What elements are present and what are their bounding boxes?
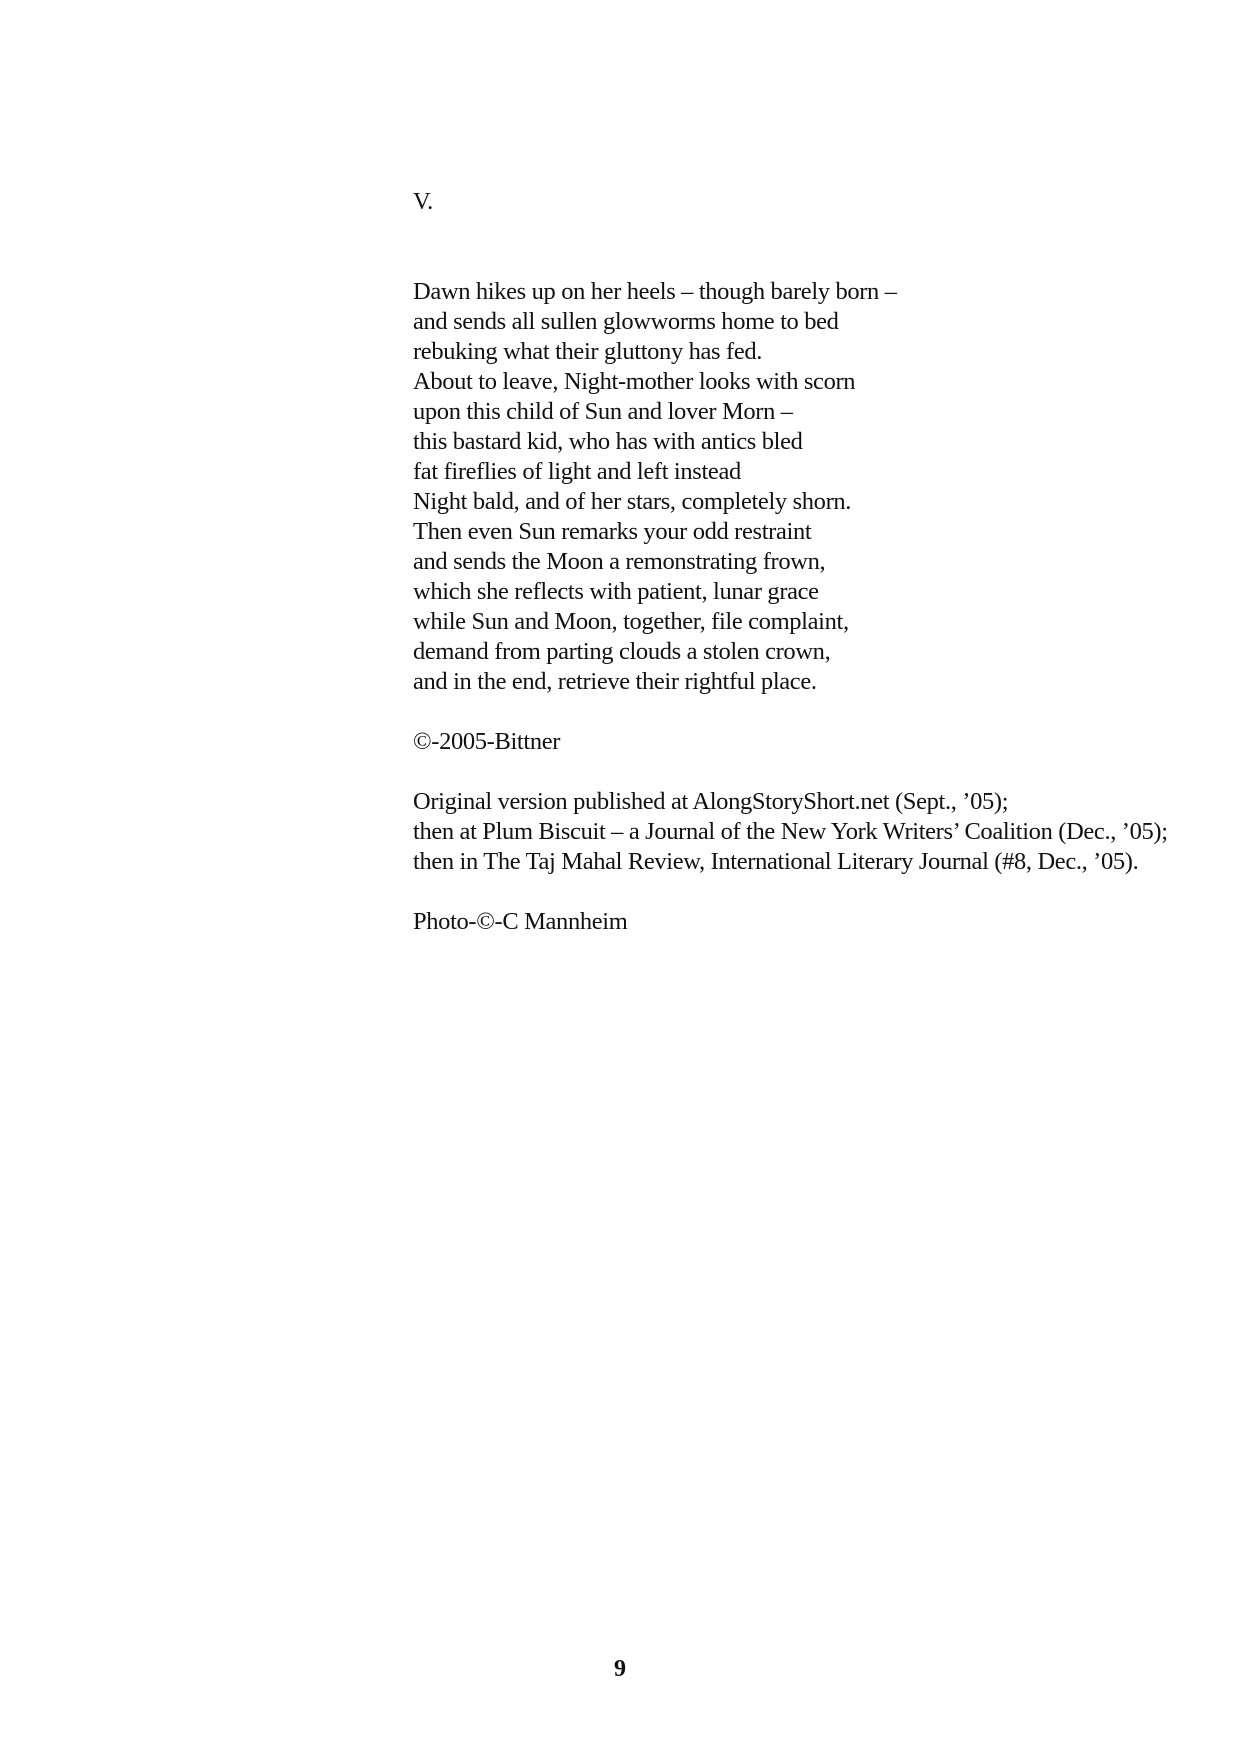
poem-line: and in the end, retrieve their rightful place.	[413, 668, 817, 695]
poem-line: rebuking what their gluttony has fed.	[413, 338, 763, 365]
copyright-notice: ©-2005-Bittner	[413, 728, 561, 755]
poem-line: Then even Sun remarks your odd restraint	[413, 518, 812, 545]
poem-line: and sends the Moon a remonstrating frown,	[413, 548, 826, 575]
photo-credit: Photo-©-C Mannheim	[413, 908, 628, 935]
poem-line: upon this child of Sun and lover Morn –	[413, 398, 793, 425]
section-number: V.	[413, 188, 433, 215]
poem-line: this bastard kid, who has with antics bled	[413, 428, 803, 455]
poem-line: fat fireflies of light and left instead	[413, 458, 741, 485]
poem-line: About to leave, Night-mother looks with scorn	[413, 368, 856, 395]
poem-line: Dawn hikes up on her heels – though barely born –	[413, 278, 897, 305]
poem-line: Night bald, and of her stars, completely shorn.	[413, 488, 852, 515]
publication-notes	[413, 787, 1173, 877]
poem-line: which she reflects with patient, lunar grace	[413, 578, 819, 605]
poem-line: demand from parting clouds a stolen crown,	[413, 638, 831, 665]
poem-line: and sends all sullen glowworms home to bed	[413, 308, 839, 335]
publication-note: Original version published at AlongStoryShort.net (Sept., ’05);	[413, 788, 1009, 815]
page-content	[413, 187, 1173, 937]
page-number: 9	[614, 1656, 626, 1682]
poem-line: while Sun and Moon, together, file complaint,	[413, 608, 849, 635]
publication-note: then in The Taj Mahal Review, International Literary Journal (#8, Dec., ’05).	[413, 848, 1139, 875]
poem	[413, 277, 1173, 697]
publication-note: then at Plum Biscuit – a Journal of the New York Writers’ Coalition (Dec., ’05);	[413, 818, 1168, 845]
